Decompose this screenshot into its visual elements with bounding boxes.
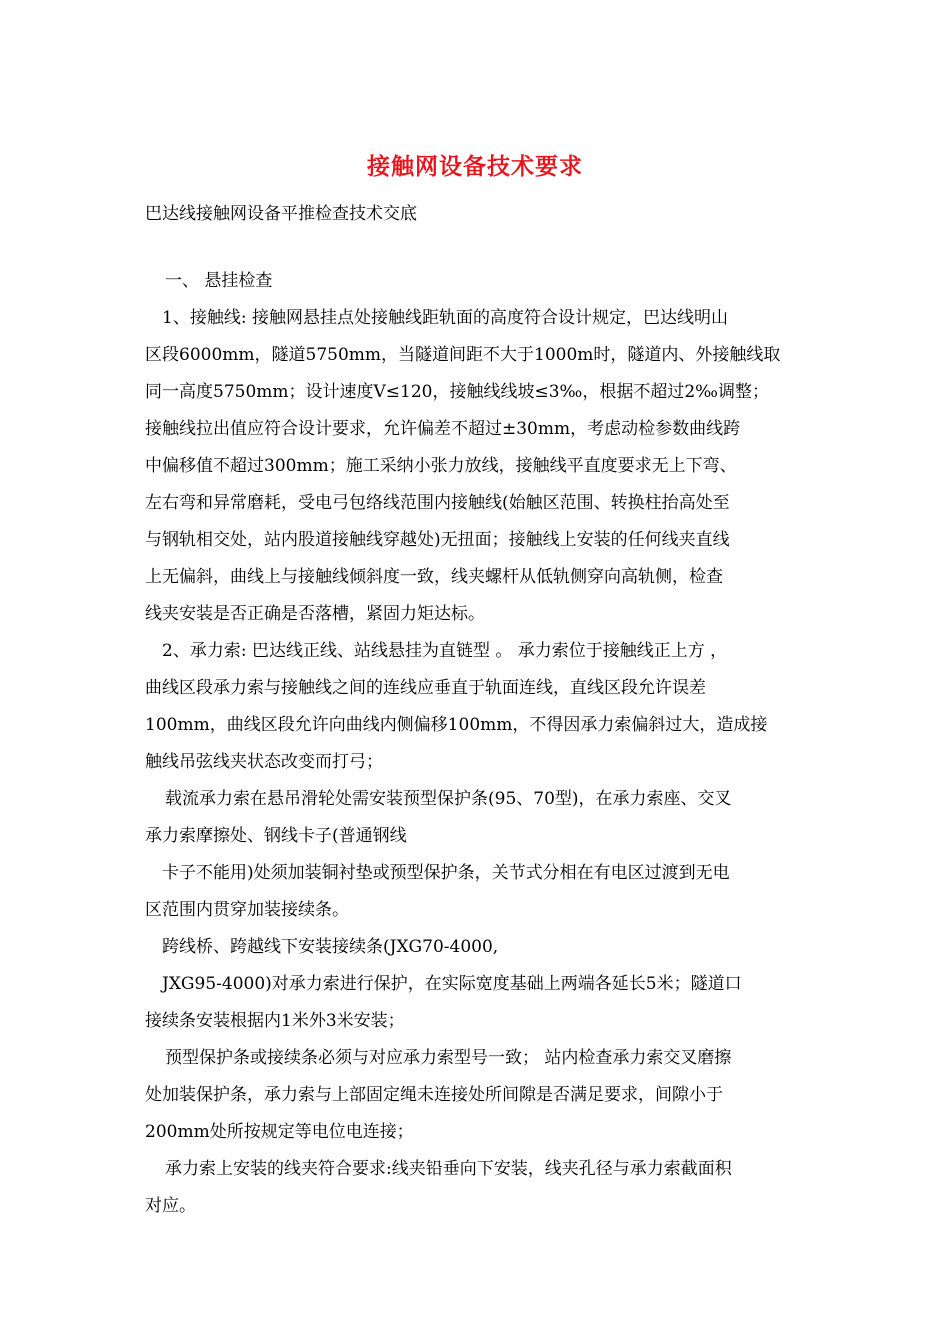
text-line: 与钢轨相交处，站内股道接触线穿越处)无扭面；接触线上安装的任何线夹直线	[145, 530, 730, 550]
text-line: 中偏移值不超过300mm；施工采纳小张力放线，接触线平直度要求无上下弯、	[145, 456, 737, 476]
text-line: 线夹安装是否正确是否落槽，紧固力矩达标。	[145, 604, 485, 624]
text-line: 同一高度5750mm；设计速度V≤120，接触线线坡≤3‰，根据不超过2‰调整；	[145, 382, 769, 402]
text-line: 卡子不能用)处须加装铜衬垫或预型保护条，关节式分相在有电区过渡到无电	[162, 863, 730, 883]
text-line: 100mm，曲线区段允许向曲线内侧偏移100mm，不得因承力索偏斜过大，造成接	[145, 715, 768, 735]
text-line: 预型保护条或接续条必须与对应承力索型号一致； 站内检查承力索交叉磨擦	[165, 1048, 732, 1068]
document-title: 接触网设备技术要求	[367, 153, 583, 180]
document-body	[145, 263, 805, 1225]
text-line: 左右弯和异常磨耗，受电弓包络线范围内接触线(始触区范围、转换柱抬高处至	[145, 493, 730, 513]
text-line: 承力索上安装的线夹符合要求:线夹铅垂向下安装，线夹孔径与承力索截面积	[165, 1159, 732, 1179]
text-line: 200mm处所按规定等电位电连接；	[145, 1122, 414, 1142]
text-line: 区段6000mm，隧道5750mm，当隧道间距不大于1000m时，隧道内、外接触线取	[145, 345, 781, 365]
document-subtitle: 巴达线接触网设备平推检查技术交底	[145, 204, 417, 224]
text-line: 对应。	[145, 1196, 196, 1216]
text-line: 接续条安装根据内1米外3米安装；	[145, 1011, 405, 1031]
text-line: 一、 悬挂检查	[165, 271, 273, 291]
text-line: 处加装保护条，承力索与上部固定绳未连接处所间隙是否满足要求，间隙小于	[145, 1085, 723, 1105]
text-line: 跨线桥、跨越线下安装接续条(JXG70-4000,	[162, 937, 499, 957]
text-line: 触线吊弦线夹状态改变而打弓；	[145, 752, 383, 772]
text-line: 上无偏斜，曲线上与接触线倾斜度一致，线夹螺杆从低轨侧穿向高轨侧，检查	[145, 567, 723, 587]
text-line: 载流承力索在悬吊滑轮处需安装预型保护条(95、70型)，在承力索座、交叉	[165, 789, 732, 809]
text-line: 曲线区段承力索与接触线之间的连线应垂直于轨面连线，直线区段允许误差	[145, 678, 706, 698]
text-line: 1、接触线: 接触网悬挂点处接触线距轨面的高度符合设计规定，巴达线明山	[162, 308, 728, 328]
text-line: 承力索摩擦处、钢线卡子(普通钢线	[145, 826, 407, 846]
text-line: 接触线拉出值应符合设计要求，允许偏差不超过±30mm，考虑动检参数曲线跨	[145, 419, 741, 439]
text-line: 2、承力索: 巴达线正线、站线悬挂为直链型 。 承力索位于接触线正上方 ，	[162, 641, 728, 661]
text-line: JXG95-4000)对承力索进行保护，在实际宽度基础上两端各延长5米；隧道口	[162, 974, 742, 994]
text-line: 区范围内贯穿加装接续条。	[145, 900, 349, 920]
